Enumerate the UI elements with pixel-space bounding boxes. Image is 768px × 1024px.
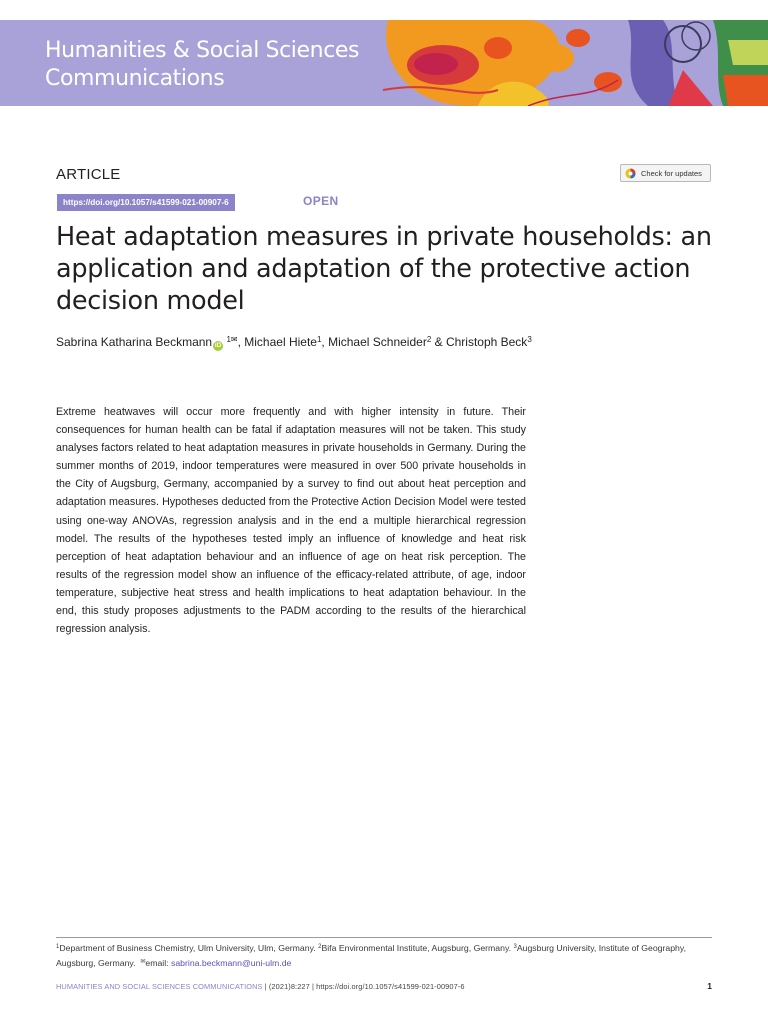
author-separator: , — [321, 335, 329, 349]
journal-name — [45, 37, 359, 93]
affiliation-1: Department of Business Chemistry, Ulm University, Ulm, Germany. — [59, 943, 316, 953]
envelope-icon[interactable]: ✉ — [230, 335, 238, 344]
email-link[interactable]: sabrina.beckmann@uni-ulm.de — [170, 958, 292, 968]
author-name[interactable]: Michael Hiete — [244, 335, 317, 349]
doi-badge[interactable]: https://doi.org/10.1057/s41599-021-00907-6 — [57, 194, 235, 211]
page-number: 1 — [707, 981, 712, 991]
footer-citation: | (2021)8:227 | https://doi.org/10.1057/s41599-021-00907-6 — [262, 982, 465, 991]
journal-banner — [0, 20, 768, 106]
author-affiliation: 1 — [316, 335, 322, 344]
author-affiliation: 2 — [426, 335, 432, 344]
journal-name-line2: Communications — [45, 66, 225, 91]
footer-journal[interactable]: HUMANITIES AND SOCIAL SCIENCES COMMUNICATIONS — [56, 982, 263, 991]
affiliation-2: Bifa Environmental Institute, Augsburg, Germany. — [321, 943, 512, 953]
banner-artwork — [378, 20, 768, 106]
page-footer — [56, 982, 465, 991]
envelope-icon: ✉ — [140, 959, 146, 965]
check-updates-icon — [625, 168, 636, 179]
author-affiliation: 1✉ — [226, 335, 238, 344]
author-list — [56, 334, 532, 351]
abstract: Extreme heatwaves will occur more frequently and with higher intensity in future. Their consequences for human health can be fatal if adaptation measures will not be taken. This study analyses factors related to heat adaptation measures in private households in Germany. During the summer months of 2019, indoor temperatures were measured in over 500 private households in the City of Augsburg, Germany, accompanied by a survey to find out about heat perception and adaptation measures. Hypotheses deducted from the Protective Action Decision Model were tested using one-way ANOVAs, regression analysis and in the end a multiple hierarchical regression model. The results of the hypotheses tested imply an influence of knowledge and heat risk perception of heat adaptation behaviour and an influence of age on heat risk perception. The results of the regression model show an influence of the efficacy-related attribute, of age, indoor temperature, subjective heat stress and health implications to heat adaptation behaviour. In the end, this study proposes adjustments to the PADM according to the results of the hierarchical regression analysis. — [56, 406, 526, 636]
author-name[interactable]: Sabrina Katharina Beckmann — [56, 335, 213, 349]
author-name[interactable]: Michael Schneider — [328, 335, 427, 349]
author-separator: , — [237, 335, 245, 349]
check-updates-label: Check for updates — [641, 168, 702, 178]
affiliation-3: Augsburg University, Institute of Geography, Augsburg, Germany. — [56, 943, 686, 968]
author-name[interactable]: Christoph Beck — [445, 335, 528, 349]
email-label: email: — [145, 958, 169, 968]
article-title: Heat adaptation measures in private households: an application and adaptation of the protective action decision model — [56, 222, 712, 316]
article-type: ARTICLE — [56, 166, 121, 183]
author-separator: & — [431, 335, 446, 349]
open-access-label: OPEN — [303, 194, 339, 208]
check-updates-button[interactable] — [620, 164, 711, 182]
journal-name-line1: Humanities & Social Sciences — [45, 38, 360, 63]
footnote-divider — [56, 937, 712, 938]
affiliations: $^1$Department of Business Chemistry, Ulm University, Ulm, Germany. $^2$Bifa Environmental Institute, Augsburg, Germany. $^3$Augsburg University, Institute of Geography, Augsburg, Germany. ✉email: sabrina.beckmann@uni-ulm.de — [56, 943, 686, 968]
orcid-icon[interactable]: iD — [214, 342, 222, 349]
author-affiliation: 3 — [527, 335, 532, 344]
